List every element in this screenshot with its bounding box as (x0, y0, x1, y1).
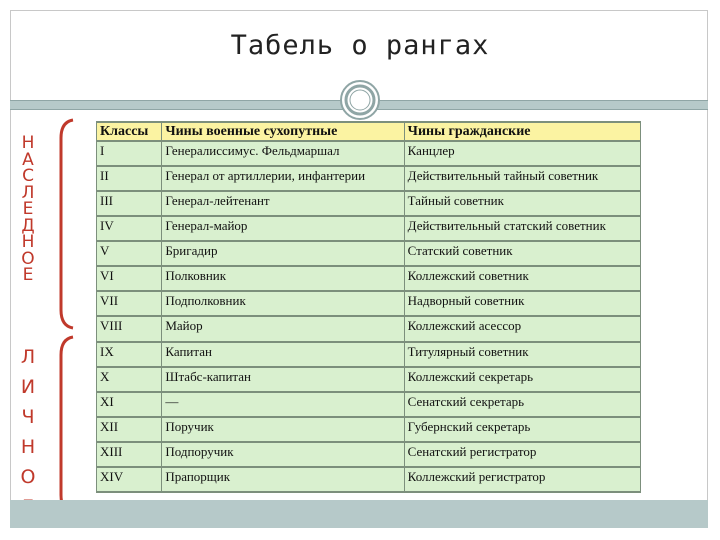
military-rank-cell: Генерал-лейтенант (162, 192, 403, 215)
class-cell: VIII (97, 317, 161, 340)
vertical-letter: Л (21, 182, 35, 203)
civil-rank-cell: Коллежский регистратор (405, 468, 640, 491)
circle-ornament-icon (339, 79, 381, 121)
vertical-letter: О (21, 248, 35, 269)
table-row (97, 443, 640, 466)
civil-rank-cell: Коллежский советник (405, 267, 640, 290)
class-cell: XIII (97, 443, 161, 466)
vertical-letter: С (22, 166, 34, 186)
header-classes: Классы (97, 123, 161, 140)
table-row (97, 418, 640, 441)
hereditary-vertical-label (16, 135, 40, 284)
table-row (97, 217, 640, 240)
class-cell: IV (97, 217, 161, 240)
civil-rank-cell: Коллежский секретарь (405, 368, 640, 391)
table-row (97, 317, 640, 340)
vertical-letter: Л (20, 346, 36, 368)
military-rank-cell: Капитан (162, 343, 403, 366)
civil-rank-cell: Канцлер (405, 142, 640, 165)
table-row (97, 142, 640, 165)
hereditary-bracket-icon (55, 118, 75, 330)
military-rank-cell: Майор (162, 317, 403, 340)
class-cell: XI (97, 393, 161, 416)
vertical-letter: Д (21, 215, 35, 236)
table-row (97, 292, 640, 315)
military-rank-cell: Генералиссимус. Фельдмаршал (162, 142, 403, 165)
civil-rank-cell: Коллежский асессор (405, 317, 640, 340)
military-rank-cell: Подпоручик (162, 443, 403, 466)
table-row (97, 267, 640, 290)
class-cell: I (97, 142, 161, 165)
military-rank-cell: Поручик (162, 418, 403, 441)
table-row (97, 468, 640, 491)
table-row (97, 393, 640, 416)
table-row (97, 192, 640, 215)
header-civil-ranks: Чины гражданские (405, 123, 640, 140)
military-rank-cell: Штабс-капитан (162, 368, 403, 391)
bottom-band (10, 500, 708, 528)
class-cell: II (97, 167, 161, 190)
civil-rank-cell: Сенатский секретарь (405, 393, 640, 416)
civil-rank-cell: Титулярный советник (405, 343, 640, 366)
class-cell: XIV (97, 468, 161, 491)
personal-bracket-icon (55, 335, 75, 515)
table-header-row (97, 123, 640, 140)
table-row (97, 167, 640, 190)
ranks-table (96, 121, 641, 493)
class-cell: VI (97, 267, 161, 290)
civil-rank-cell: Губернский секретарь (405, 418, 640, 441)
military-rank-cell: — (162, 393, 403, 416)
class-cell: VII (97, 292, 161, 315)
military-rank-cell: Генерал от артиллерии, инфантерии (162, 167, 403, 190)
vertical-letter: Н (21, 232, 35, 252)
military-rank-cell: Полковник (162, 267, 403, 290)
vertical-letter: Н (21, 133, 35, 153)
civil-rank-cell: Сенатский регистратор (405, 443, 640, 466)
military-rank-cell: Генерал-майор (162, 217, 403, 240)
class-cell: III (97, 192, 161, 215)
vertical-letter: О (20, 466, 36, 488)
vertical-letter: Н (20, 436, 36, 458)
civil-rank-cell: Тайный советник (405, 192, 640, 215)
civil-rank-cell: Надворный советник (405, 292, 640, 315)
military-rank-cell: Подполковник (162, 292, 403, 315)
civil-rank-cell: Действительный тайный советник (405, 167, 640, 190)
personal-vertical-label (16, 342, 40, 522)
table-row (97, 242, 640, 265)
civil-rank-cell: Статский советник (405, 242, 640, 265)
civil-rank-cell: Действительный статский советник (405, 217, 640, 240)
vertical-letter: Ч (21, 406, 35, 428)
class-cell: IX (97, 343, 161, 366)
military-rank-cell: Прапорщик (162, 468, 403, 491)
vertical-letter: Е (22, 199, 34, 219)
vertical-letter: И (20, 376, 36, 398)
table-row (97, 343, 640, 366)
military-rank-cell: Бригадир (162, 242, 403, 265)
class-cell: V (97, 242, 161, 265)
vertical-letter: А (22, 149, 34, 170)
header-military-ranks: Чины военные сухопутные (162, 123, 403, 140)
table-row (97, 368, 640, 391)
vertical-letter: Е (22, 265, 34, 285)
class-cell: XII (97, 418, 161, 441)
slide-title: Табель о рангах (230, 30, 490, 61)
class-cell: X (97, 368, 161, 391)
